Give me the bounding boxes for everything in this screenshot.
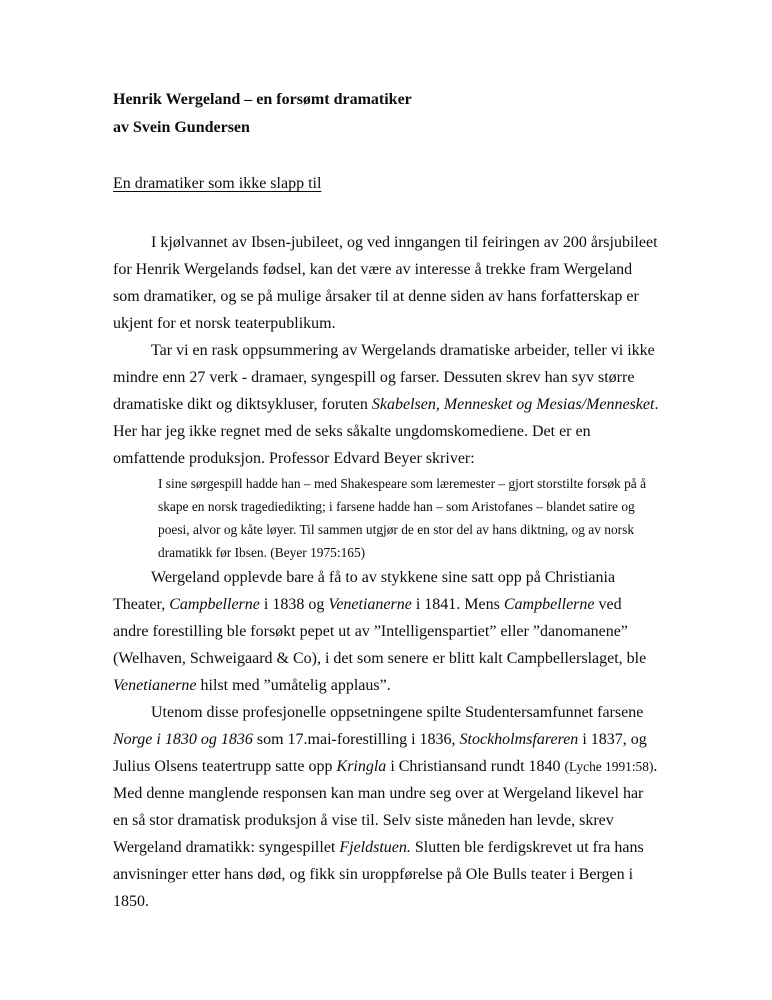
text-run: . Her har jeg ikke regnet med de seks såkalte ungdomskomediene. Det er en omfattende produksjon. Professor Edvard Beyer skriver:	[113, 396, 659, 467]
italic-work-title: Venetianerne	[328, 596, 412, 613]
text-run: ved andre forestilling ble forsøkt pepet ut av ”Intelligenspartiet” eller ”danomanene” (Welhaven, Schweigaard & Co), i det som senere er blitt kalt Campbellerslaget, ble	[113, 596, 647, 667]
inline-citation: (Lyche 1991:58)	[564, 759, 654, 774]
text-run: i 1838 og	[259, 596, 329, 613]
italic-work-title: Norge i 1830 og 1836	[113, 731, 253, 748]
document-body	[113, 229, 659, 915]
italic-work-title: Campbellerne	[169, 596, 260, 613]
text-run: . Med denne manglende responsen kan man undre seg over at Wergeland likevel har en så stor dramatisk produksjon å vise til. Selv siste måneden han levde, skrev Wergeland dramatikk: syngespillet	[113, 758, 658, 856]
text-run: hilst med ”umåtelig applaus”.	[196, 677, 391, 694]
italic-work-title: Campbellerne	[503, 596, 595, 613]
document-content	[113, 86, 659, 915]
text-run: I sine sørgespill hadde han – med Shakespeare som læremester – gjort storstilte forsøk på å skape en norsk tragediedikting; i farsene hadde han – som Aristofanes – blandet satire og poesi, alvor og kåte løyer. Til sammen utgjør de en stor del av hans diktning, og av norsk dramatikk før Ibsen. (Beyer 1975:165)	[158, 476, 647, 560]
section-heading: En dramatiker som ikke slapp til	[113, 175, 322, 192]
text-run: Slutten ble ferdigskrevet ut fra hans anvisninger etter hans død, og fikk sin uroppførelse på Ole Bulls teater i Bergen i 1850.	[113, 839, 644, 910]
text-run: I kjølvannet av Ibsen-jubileet, og ved inngangen til feiringen av 200 årsjubileet for Henrik Wergelands fødsel, kan det være av interesse å trekke fram Wergeland som dramatiker, og se på mulige årsaker til at denne siden av hans forfatterskap er ukjent for et norsk teaterpublikum.	[113, 234, 658, 332]
block-quote	[158, 472, 659, 564]
paragraph	[113, 699, 659, 915]
text-run: i 1841. Mens	[411, 596, 504, 613]
italic-work-title: Stockholmsfareren	[459, 731, 579, 748]
italic-work-title: Venetianerne	[113, 677, 197, 694]
text-run: Tar vi en rask oppsummering av Wergelands dramatiske arbeider, teller vi ikke mindre enn 27 verk - dramaer, syngespill og farser. Dessuten skrev han syv større dramatiske dikt og diktsykluser, foruten	[113, 342, 655, 413]
italic-work-title: Fjeldstuen.	[339, 839, 411, 856]
text-run: Wergeland opplevde bare å få to av stykkene sine satt opp på Christiania Theater,	[113, 569, 616, 613]
paragraph	[113, 564, 659, 699]
text-run: Utenom disse profesjonelle oppsetningene spilte Studentersamfunnet farsene	[151, 704, 644, 721]
paragraph	[113, 337, 659, 472]
text-run: i 1837, og Julius Olsens teatertrupp satte opp	[113, 731, 647, 775]
text-run: i Christiansand rundt 1840	[386, 758, 565, 775]
text-run: som 17.mai-forestilling i 1836,	[252, 731, 460, 748]
italic-work-title: Skabelsen, Mennesket og Mesias/Mennesket	[371, 396, 655, 413]
paragraph	[113, 229, 659, 337]
document-byline: av Svein Gundersen	[113, 119, 250, 136]
italic-work-title: Kringla	[336, 758, 387, 775]
document-title: Henrik Wergeland – en forsømt dramatiker	[113, 91, 412, 108]
